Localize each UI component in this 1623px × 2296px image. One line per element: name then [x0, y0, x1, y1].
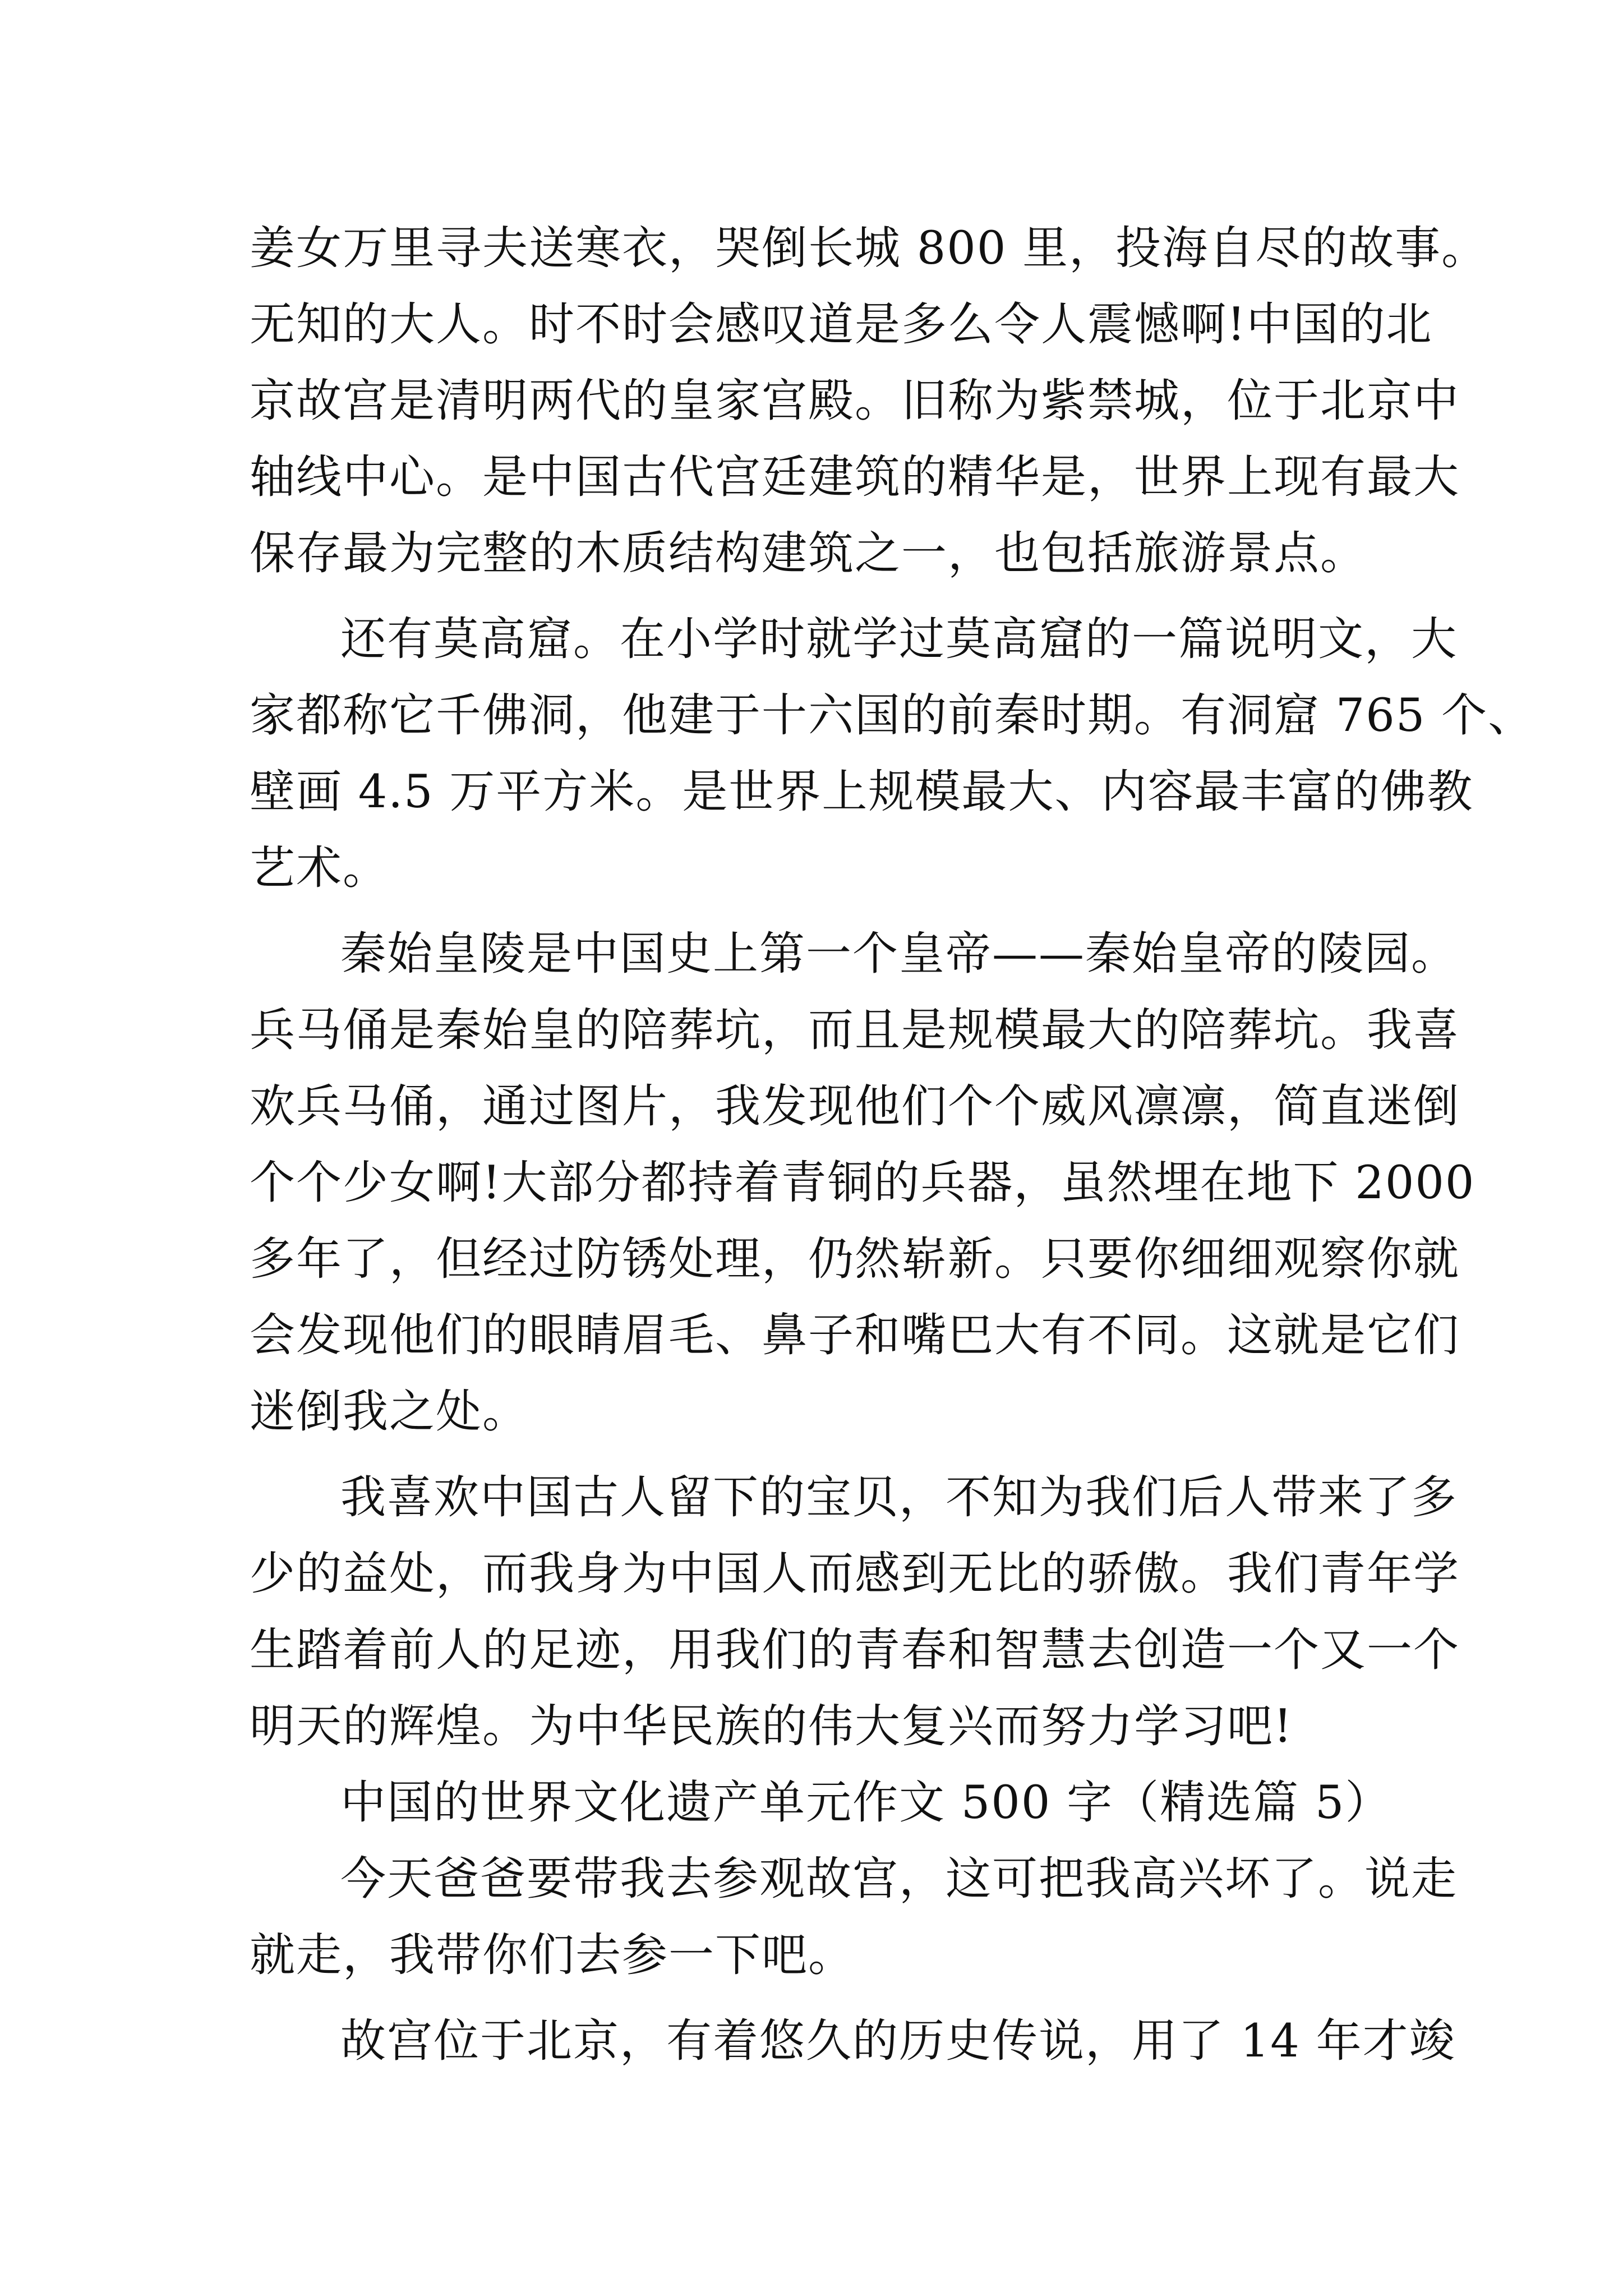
paragraph-gap: [250, 1994, 1394, 2003]
paragraph: [250, 601, 1535, 907]
text-line: 会发现他们的眼睛眉毛、鼻子和嘴巴大有不同。这就是它们: [250, 1309, 1460, 1362]
text-line: 还有莫高窟。在小学时就学过莫高窟的一篇说明文，大: [340, 613, 1458, 666]
heading-line: 中国的世界文化遗产单元作文 500 字（精选篇 5）: [340, 1777, 1392, 1829]
text-line: 多年了，但经过防锈处理，仍然崭新。只要你细细观察你就: [250, 1233, 1460, 1286]
text-line: 个个少女啊!大部分都持着青铜的兵器，虽然埋在地下 2000: [250, 1157, 1476, 1209]
section-heading: [250, 1765, 1394, 1841]
paragraph: [250, 210, 1488, 592]
text-line: 无知的大人。时不时会感叹道是多么令人震憾啊!中国的北: [250, 298, 1433, 351]
paragraph-gap: [250, 1450, 1394, 1460]
text-line: 就走，我带你们去参一下吧。: [250, 1929, 855, 1982]
text-line: 故宫位于北京，有着悠久的历史传说，用了 14 年才竣: [340, 2015, 1456, 2068]
paragraph: [250, 1460, 1460, 1765]
paragraph: [250, 2003, 1456, 2079]
text-line: 姜女万里寻夫送寒衣，哭倒长城 800 里，投海自尽的故事。: [250, 222, 1488, 275]
text-line: 秦始皇陵是中国史上第一个皇帝——秦始皇帝的陵园。: [340, 928, 1458, 981]
text-line: 今天爸爸要带我去参观故宫，这可把我高兴坏了。说走: [340, 1853, 1458, 1906]
paragraph: [250, 1841, 1458, 1994]
text-line: 我喜欢中国古人留下的宝贝，不知为我们后人带来了多: [340, 1471, 1458, 1524]
text-line: 明天的辉煌。为中华民族的伟大复兴而努力学习吧!: [250, 1700, 1293, 1753]
text-line: 兵马俑是秦始皇的陪葬坑，而且是规模最大的陪葬坑。我喜: [250, 1004, 1460, 1057]
text-line: 轴线中心。是中国古代宫廷建筑的精华是，世界上现有最大: [250, 451, 1460, 504]
document-body: [250, 210, 1535, 2079]
text-line: 生踏着前人的足迹，用我们的青春和智慧去创造一个又一个: [250, 1624, 1460, 1677]
text-line: 壁画 4.5 万平方米。是世界上规模最大、内容最丰富的佛教: [250, 766, 1474, 818]
paragraph-gap: [250, 907, 1394, 916]
text-line: 保存最为完整的木质结构建筑之一，也包括旅游景点。: [250, 527, 1367, 580]
text-line: 家都称它千佛洞，他建于十六国的前秦时期。有洞窟 765 个、: [250, 689, 1535, 742]
text-line: 艺术。: [250, 842, 390, 895]
paragraph: [250, 916, 1476, 1450]
text-line: 少的益处，而我身为中国人而感到无比的骄傲。我们青年学: [250, 1548, 1460, 1600]
text-line: 迷倒我之处。: [250, 1386, 529, 1438]
text-line: 欢兵马俑，通过图片，我发现他们个个威风凛凛，简直迷倒: [250, 1080, 1460, 1133]
text-line: 京故宫是清明两代的皇家宫殿。旧称为紫禁城，位于北京中: [250, 375, 1460, 427]
paragraph-gap: [250, 592, 1394, 601]
